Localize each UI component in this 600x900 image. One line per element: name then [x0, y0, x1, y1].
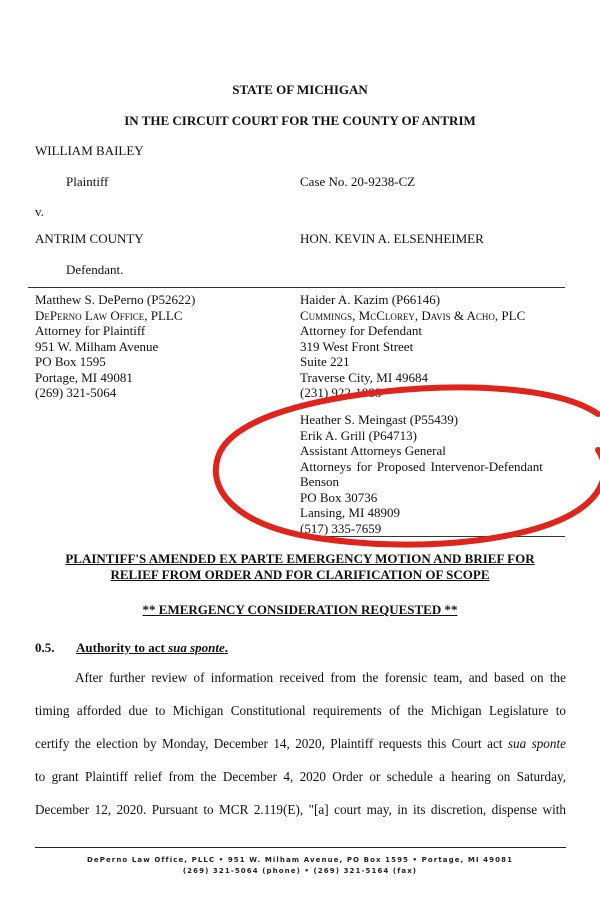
judge-name: HON. KEVIN A. ELSENHEIMER [300, 231, 484, 246]
section-heading [76, 640, 228, 656]
body-line: After further review of information received from the forensic team, and based on the [75, 670, 566, 685]
footer-rule [35, 847, 566, 848]
state-heading: STATE OF MICHIGAN [232, 82, 368, 97]
versus: v. [35, 204, 44, 219]
intervenor-counsel-line: Heather S. Meingast (P55439) [300, 412, 459, 427]
court-heading: IN THE CIRCUIT COURT FOR THE COUNTY OF ANTRIM [124, 113, 476, 128]
section-heading-italic: sua sponte [168, 640, 225, 655]
intervenor-counsel-block [300, 412, 543, 536]
intervenor-counsel-line: Benson [300, 474, 339, 489]
motion-title-line-2: RELIEF FROM ORDER AND FOR CLARIFICATION OF SCOPE [110, 567, 490, 582]
case-number: Case No. 20-9238-CZ [300, 174, 416, 189]
plaintiff-counsel-line: Matthew S. DePerno (P52622) [35, 292, 196, 307]
intervenor-counsel-line: (517) 335-7659 [300, 520, 382, 536]
defendant-role: Defendant. [66, 262, 124, 277]
emergency-notice: ** EMERGENCY CONSIDERATION REQUESTED ** [142, 602, 458, 617]
caption-divider [28, 287, 565, 288]
section-heading-suffix: . [224, 640, 229, 655]
intervenor-counsel-line: Attorneys for Proposed Intervenor-Defendant [300, 458, 543, 474]
defendant-name: ANTRIM COUNTY [35, 231, 144, 246]
defendant-counsel-block [300, 292, 525, 401]
footer-address: DePerno Law Office, PLLC • 951 W. Milham Avenue, PO Box 1595 • Portage, MI 49081 [86, 856, 514, 864]
defendant-counsel-line: Cummings, McClorey, Davis & Acho, PLC [300, 307, 526, 323]
plaintiff-counsel-line: DePerno Law Office, PLLC [35, 307, 183, 323]
body-line: to grant Plaintiff relief from the December 4, 2020 Order or schedule a hearing on Saturday, [35, 769, 566, 784]
italic-phrase: sua sponte [507, 736, 566, 751]
plaintiff-counsel-line: 951 W. Milham Avenue [35, 338, 159, 354]
body-line: certify the election by Monday, December 14, 2020, Plaintiff requests this Court act sua sponte [35, 736, 566, 751]
body-line: December 12, 2020. Pursuant to MCR 2.119(E), "[a] court may, in its discretion, dispense with [35, 802, 566, 817]
plaintiff-counsel-block [35, 292, 195, 401]
intervenor-counsel-line: Lansing, MI 48909 [300, 505, 401, 520]
defendant-counsel-line: Haider A. Kazim (P66146) [300, 292, 441, 307]
defendant-counsel-line: Suite 221 [300, 354, 350, 369]
counsel-divider [300, 536, 565, 537]
plaintiff-counsel-line: Portage, MI 49081 [35, 369, 133, 385]
defendant-counsel-line: Attorney for Defendant [300, 323, 423, 338]
body-paragraph [35, 661, 566, 826]
defendant-counsel-line: Traverse City, MI 49684 [300, 369, 428, 385]
intervenor-counsel-line: Erik A. Grill (P64713) [300, 427, 417, 443]
defendant-counsel-line: 319 West Front Street [300, 338, 414, 354]
footer-phone: (269) 321-5064 (phone) • (269) 321-5164 (fax) [182, 867, 418, 875]
plaintiff-counsel-line: PO Box 1595 [35, 354, 106, 369]
plaintiff-role: Plaintiff [66, 174, 109, 189]
motion-title-line-1: PLAINTIFF'S AMENDED EX PARTE EMERGENCY MOTION AND BRIEF FOR [65, 551, 535, 566]
plaintiff-counsel-line: Attorney for Plaintiff [35, 323, 146, 338]
body-line: timing afforded due to Michigan Constitutional requirements of the Michigan Legislature to [35, 703, 566, 718]
intervenor-counsel-line: PO Box 30736 [300, 489, 378, 505]
defendant-counsel-line: (231) 922-1888 [300, 385, 382, 400]
plaintiff-counsel-line: (269) 321-5064 [35, 385, 117, 400]
section-number: 0.5. [35, 640, 55, 655]
section-heading-prefix: Authority to act [76, 640, 169, 655]
plaintiff-name: WILLIAM BAILEY [35, 143, 144, 158]
intervenor-counsel-line: Assistant Attorneys General [300, 443, 446, 458]
